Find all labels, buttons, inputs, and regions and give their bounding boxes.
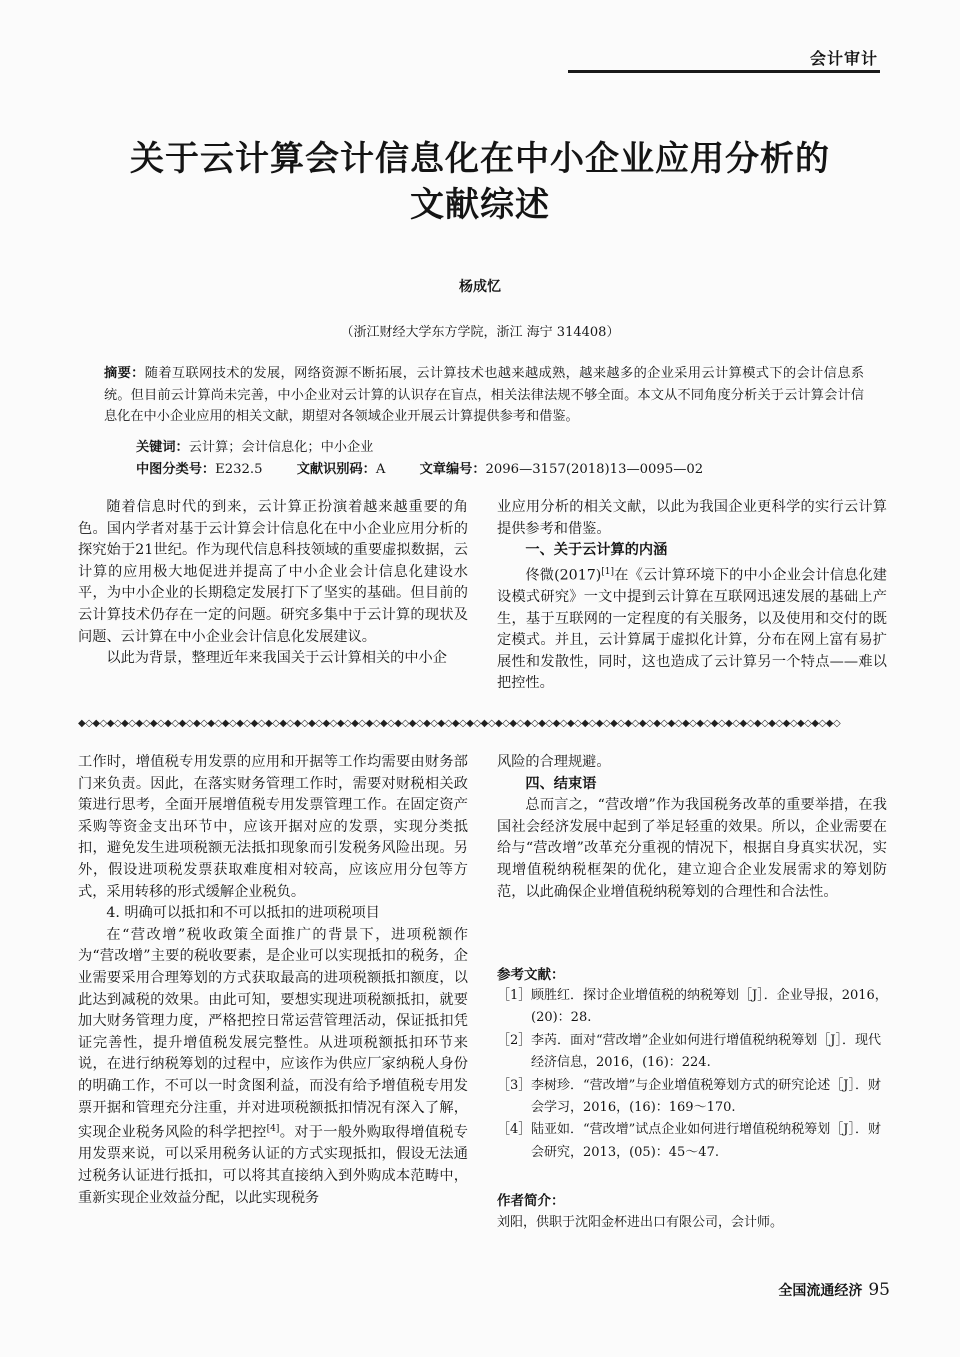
paragraph: 总而言之，“营改增”作为我国税务改革的重要举措，在我国社会经济发展中起到了举足轻重的效果。所以，企业需要在给与“营改增”改革充分重视的情况下，根据自身真实状况，实现增值税纳税框架的优化，建立迎合企业发展需求的筹划防范，以此确保企业增值税纳税筹划的合理性和合法性。 bbox=[497, 797, 887, 900]
reference-number: ［3］ bbox=[497, 1077, 532, 1093]
title-line-2: 文献综述 bbox=[410, 185, 550, 225]
paragraph: 业应用分析的相关文献，以此为我国企业更科学的实行云计算提供参考和借鉴。 bbox=[497, 499, 887, 537]
paragraph-text: 在“营改增”税收政策全面推广的背景下，进项税额作为“营改增”主要的税收要素，是企业可以实现抵扣的税务，企业需要采用合理筹划的方式获取最高的进项税额抵扣额度，以此达到减税的效果。由此可知，要想实现进项税额抵扣，就要加大财务管理力度，严格把控日常运营管理活动，保证抵扣凭证完善性，提升增值税发展完整性。从进项税额抵扣环节来说，在进行纳税筹划的过程中，应该作为供应厂家纳税人身份的明确工作，不可以一时贪图利益，而没有给予增值税专用发票开据和管理充分注重，并对进项税额抵扣情况有深入了解，实现企业税务风险的科学把控 bbox=[78, 926, 468, 1141]
doc-code-value: A bbox=[375, 462, 386, 477]
article-divider: ◆◇◆◇◆◇◆◇◆◇◆◇◆◇◆◇◆◇◆◇◆◇◆◇◆◇◆◇◆◇◆◇◆◇◆◇◆◇◆◇◆◇◆◇◆◇◆◇◆◇◆◇◆◇◆◇◆◇◆◇◆◇◆◇◆◇◆◇◆◇◆◇◆◇◆◇◆◇◆◇◆◇◆◇◆◇◆◇◆◇◆◇◆◇◆◇◆◇◆◇◆◇◆◇◆◇ bbox=[78, 718, 841, 729]
reference-text: 李树珍．“营改增”与企业增值税筹划方式的研究论述［J］．财会学习，2016，(16)：169～170. bbox=[531, 1077, 882, 1116]
section-tag: 会计审计 bbox=[809, 49, 878, 68]
clc-value: E232.5 bbox=[215, 462, 263, 477]
reference-item bbox=[497, 1030, 892, 1075]
keywords-value: 云计算；会计信息化；中小企业 bbox=[188, 440, 374, 455]
reference-number: ［1］ bbox=[497, 988, 532, 1003]
references-list bbox=[497, 985, 892, 1164]
reference-text: 李芮．面对“营改增”企业如何进行增值税纳税筹划［J］．现代经济信息，2016，(16)：224. bbox=[531, 1032, 882, 1071]
citation-marker: [1] bbox=[601, 566, 615, 577]
paragraph: 随着信息时代的到来，云计算正扮演着越来越重要的角色。国内学者对基于云计算会计信息化在中小企业应用分析的探究始于21世纪。作为现代信息科技领域的重要虚拟数据，云计算的应用极大地促进并提高了中小企业会计信息化建设水平，为中小企业的长期稳定发展打下了坚实的基础。但目前的云计算技术仍存在一定的问题。研究多集中于云计算的现状及问题、云计算在中小企业会计信息化发展建议。 bbox=[78, 499, 468, 645]
doc-code-label: 文献识别码： bbox=[296, 462, 376, 477]
column-1-lower bbox=[78, 752, 468, 1209]
page-number: 95 bbox=[868, 1280, 890, 1300]
paragraph: 风险的合理规避。 bbox=[497, 754, 611, 770]
paragraph: 以此为背景，整理近年来我国关于云计算相关的中小企 bbox=[106, 650, 447, 667]
column-1-upper bbox=[78, 497, 468, 670]
article-number-label: 文章编号： bbox=[419, 462, 486, 477]
paragraph bbox=[78, 925, 468, 1209]
abstract-text: 随着互联网技术的发展，网络资源不断拓展，云计算技术也越来越成熟，越来越多的企业采用云计算模式下的会计信息系统。但目前云计算尚未完善，中小企业对云计算的认识存在盲点，相关法律法规不够全面。本文从不同角度分析关于云计算会计信息化在中小企业应用的相关文献，期望对各领域企业开展云计算提供参考和借鉴。 bbox=[104, 366, 865, 424]
keywords bbox=[136, 436, 373, 455]
column-2-upper bbox=[497, 497, 887, 695]
reference-item bbox=[497, 1119, 892, 1164]
reference-number: ［4］ bbox=[497, 1122, 532, 1138]
article-meta bbox=[136, 458, 703, 477]
page-title bbox=[60, 136, 900, 228]
column-2-lower bbox=[497, 752, 887, 903]
abstract-label: 摘要： bbox=[104, 366, 145, 381]
section-rule bbox=[568, 70, 880, 73]
title-line-1: 关于云计算会计信息化在中小企业应用分析的 bbox=[130, 139, 830, 179]
author-name: 杨成忆 bbox=[459, 279, 501, 295]
author-affiliation: （浙江财经大学东方学院，浙江 海宁 314408） bbox=[340, 325, 620, 340]
citation-marker: [4] bbox=[266, 1124, 280, 1135]
journal-name: 全国流通经济 bbox=[778, 1283, 863, 1299]
section-heading: 四、结束语 bbox=[525, 775, 597, 792]
article-number-value: 2096—3157(2018)13—0095—02 bbox=[485, 462, 704, 477]
reference-text: 陆亚如．“营改增”试点企业如何进行增值税纳税筹划［J］．财会研究，2013，(05)：45～47. bbox=[531, 1122, 882, 1160]
section-heading: 4. 明确可以抵扣和不可以抵扣的进项税项目 bbox=[106, 905, 380, 922]
paragraph bbox=[497, 562, 887, 695]
author-bio-title: 作者简介： bbox=[497, 1193, 565, 1209]
section-heading: 一、关于云计算的内涵 bbox=[525, 542, 668, 559]
abstract bbox=[104, 363, 864, 428]
reference-text: 顾胜红．探讨企业增值税的纳税筹划［J］．企业导报，2016，(20)：28. bbox=[531, 988, 888, 1026]
reference-number: ［2］ bbox=[497, 1032, 532, 1048]
paragraph-text: 。对于一般外购取得增值税专用发票来说，可以采用税务认证的方式实现抵扣，假设无法通过税务认证进行抵扣，可以将其直接纳入到外购成本范畴中，重新实现企业效益分配，以此实现税务 bbox=[78, 1124, 468, 1206]
reference-item bbox=[497, 1075, 892, 1120]
paragraph-text: 在《云计算环境下的中小企业会计信息化建设模式研究》一文中提到云计算在互联网迅速发展的基础上产生，基于互联网的一定程度的有关服务，以及使用和交付的既定模式。并且，云计算属于虚拟化计算，分布在网上富有易扩展性和发散性，同时，这也造成了云计算另一个特点——难以把控性。 bbox=[497, 567, 887, 692]
clc-label: 中图分类号： bbox=[136, 462, 216, 477]
reference-item bbox=[497, 985, 892, 1030]
page-footer bbox=[778, 1280, 890, 1300]
keywords-label: 关键词： bbox=[136, 440, 189, 455]
citation-author: 佟微(2017) bbox=[525, 567, 602, 584]
paragraph: 工作时，增值税专用发票的应用和开据等工作均需要由财务部门来负责。因此，在落实财务管理工作时，需要对财税相关政策进行思考，全面开展增值税专用发票管理工作。在固定资产采购等资金支出环节中，应该开据对应的发票，实现分类抵扣，避免发生进项税额无法抵扣现象而引发税务风险出现。另外，假设进项税发票获取难度相对较高，应该应用分包等方式，采用转移的形式缓解企业税负。 bbox=[78, 754, 468, 900]
author-bio-text: 刘阳，供职于沈阳金杯进出口有限公司，会计师。 bbox=[497, 1215, 784, 1230]
references-title: 参考文献： bbox=[497, 967, 565, 983]
